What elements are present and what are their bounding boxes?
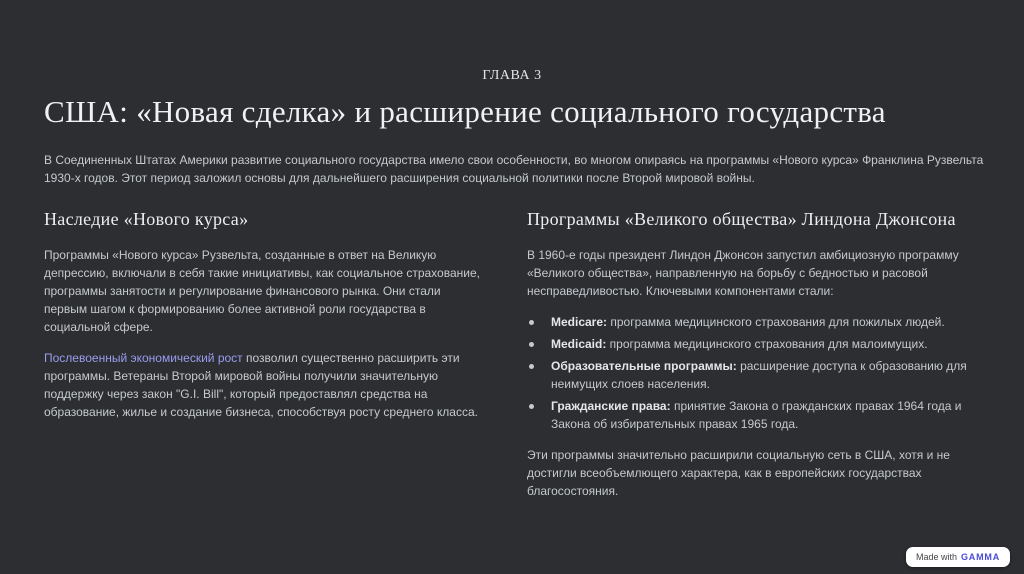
list-item — [527, 313, 967, 331]
postwar-paragraph — [44, 349, 484, 421]
great-society-paragraph: В 1960-е годы президент Линдон Джонсон запустил амбициозную программу «Великого общества», направленную на борьбу с бедностью и расовой несправедливостью. Ключевыми компонентами стали: — [527, 248, 959, 298]
conclusion-paragraph: Эти программы значительно расширили социальную сеть в США, хотя и не достигли всеобъемлющего характера, как в европейских государствах благосостояния. — [527, 448, 950, 498]
new-deal-paragraph: Программы «Нового курса» Рузвельта, созданные в ответ на Великую депрессию, включали в себя такие инициативы, как социальное страхование, программы занятости и регулирование финансового рынка. Они стали первым шагом к формированию более активной роли государства в социальной сфере. — [44, 248, 480, 334]
list-item — [527, 397, 967, 433]
chapter-label: ГЛАВА 3 — [482, 68, 542, 83]
list-item-label: Гражданские права: — [551, 399, 671, 413]
new-deal-column — [44, 209, 484, 434]
list-item-text: программа медицинского страхования для малоимущих. — [606, 337, 928, 351]
intro-paragraph: В Соединенных Штатах Америки развитие социального государства имело свои особенности, во многом опираясь на программы «Нового курса» Франклина Рузвельта 1930-х годов. Этот период заложил основы для дальнейшего расширения социальной политики после Второй мировой войны. — [44, 153, 984, 185]
list-item — [527, 335, 967, 353]
bullet-icon — [529, 404, 534, 409]
great-society-column — [527, 209, 967, 513]
bullet-icon — [529, 342, 534, 347]
postwar-paragraph-text: позволил существенно расширить эти программы. Ветераны Второй мировой войны получили значительную поддержку через закон "G.I. Bill", который предоставлял средства на образование, жилье и создание бизнеса, способствуя росту среднего класса. — [44, 351, 478, 419]
made-with-label: Made with — [915, 552, 957, 562]
bullet-icon — [529, 320, 534, 325]
list-item-label: Medicaid: — [551, 337, 607, 351]
page-title: США: «Новая сделка» и расширение социального государства — [44, 94, 886, 129]
list-item-label: Образовательные программы: — [551, 359, 737, 373]
program-list — [527, 313, 967, 433]
postwar-growth-link[interactable]: Послевоенный экономический рост — [44, 351, 243, 365]
list-item-label: Medicare: — [551, 315, 608, 329]
made-with-gamma-badge[interactable] — [906, 547, 1010, 567]
great-society-heading: Программы «Великого общества» Линдона Джонсона — [527, 209, 956, 229]
list-item-text: программа медицинского страхования для пожилых людей. — [607, 315, 945, 329]
list-item-text: расширение доступа к образованию для неимущих слоев населения. — [551, 359, 967, 391]
bullet-icon — [529, 364, 534, 369]
list-item-text: принятие Закона о гражданских правах 1964 года и Закона об избирательных правах 1965 года. — [551, 399, 962, 431]
new-deal-heading: Наследие «Нового курса» — [44, 209, 249, 229]
list-item — [527, 357, 967, 393]
gamma-logo: GAMMA — [961, 552, 1000, 562]
